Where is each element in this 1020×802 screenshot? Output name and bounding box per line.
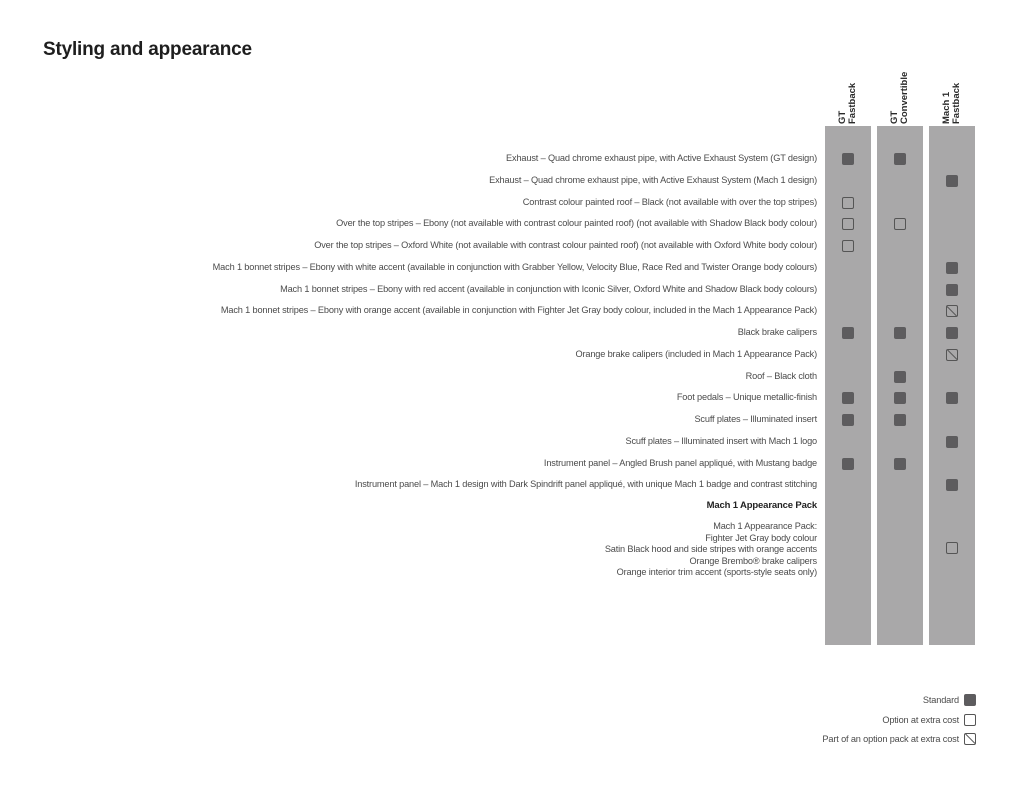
standard-marker (946, 284, 958, 296)
feature-row-label: Roof – Black cloth (745, 370, 817, 381)
feature-row-label: Mach 1 bonnet stripes – Ebony with red accent (available in conjunction with Iconic Silver, Oxford White and Shadow Black body colours) (280, 283, 817, 294)
legend-item (822, 733, 976, 745)
feature-row-label: Mach 1 bonnet stripes – Ebony with white accent (available in conjunction with Grabber Yellow, Velocity Blue, Race Red and Twister Orange body colours) (212, 261, 817, 272)
pack-marker (946, 349, 958, 361)
standard-marker (946, 479, 958, 491)
standard-marker (842, 458, 854, 470)
feature-row-label: Scuff plates – Illuminated insert (694, 414, 817, 424)
standard-marker (946, 262, 958, 274)
standard-marker (842, 414, 854, 426)
feature-row-label: Exhaust – Quad chrome exhaust pipe, with Active Exhaust System (Mach 1 design) (489, 174, 817, 185)
feature-row-label: Instrument panel – Angled Brush panel appliqué, with Mustang badge (543, 457, 817, 468)
pack-description-line: Fighter Jet Gray body colour (705, 532, 817, 543)
legend-label: Part of an option pack at extra cost (822, 734, 959, 744)
legend-label: Option at extra cost (882, 715, 959, 725)
standard-marker (894, 392, 906, 404)
standard-marker (946, 175, 958, 187)
column-header (877, 62, 923, 124)
pack-legend-icon (964, 733, 976, 745)
option-marker (894, 218, 906, 230)
column-header-label: Mach 1 Fastback (941, 82, 962, 124)
standard-marker (946, 392, 958, 404)
standard-marker (894, 414, 906, 426)
pack-heading: Mach 1 Appearance Pack (706, 500, 817, 511)
legend-item (882, 714, 976, 726)
pack-description-line: Satin Black hood and side stripes with orange accents (604, 544, 817, 554)
standard-marker (842, 153, 854, 165)
option-marker (842, 197, 854, 209)
option-legend-icon (964, 714, 976, 726)
pack-description-line: Orange interior trim accent (sports-style seats only) (616, 567, 817, 577)
standard-marker (894, 153, 906, 165)
feature-row-label: Mach 1 bonnet stripes – Ebony with orange accent (available in conjunction with Fighter Jet Gray body colour, included in the Mach 1 Appearance Pack) (220, 305, 817, 316)
feature-row-label: Over the top stripes – Ebony (not available with contrast colour painted roof) (not available with Shadow Black body colour) (336, 218, 817, 229)
standard-marker (894, 458, 906, 470)
standard-legend-icon (964, 694, 976, 706)
feature-row-label: Exhaust – Quad chrome exhaust pipe, with Active Exhaust System (GT design) (506, 153, 817, 163)
column-header (929, 62, 975, 124)
option-marker (842, 240, 854, 252)
standard-marker (842, 327, 854, 339)
standard-marker (894, 327, 906, 339)
standard-marker (842, 392, 854, 404)
feature-row-label: Scuff plates – Illuminated insert with Mach 1 logo (625, 435, 817, 446)
column-header-label: GT Fastback (837, 82, 858, 124)
feature-row-label: Black brake calipers (737, 327, 817, 337)
column-header (825, 62, 871, 124)
legend-label: Standard (922, 695, 959, 705)
column-band (929, 126, 975, 645)
pack-description-line: Mach 1 Appearance Pack: (713, 521, 817, 531)
option-marker (946, 542, 958, 554)
column-header-label: GT Convertible (889, 71, 910, 124)
option-marker (842, 218, 854, 230)
feature-row-label: Foot pedals – Unique metallic-finish (676, 392, 817, 403)
standard-marker (894, 371, 906, 383)
column-band (877, 126, 923, 645)
pack-marker (946, 305, 958, 317)
standard-marker (946, 327, 958, 339)
pack-description (605, 521, 817, 579)
feature-row-label: Orange brake calipers (included in Mach 1 Appearance Pack) (575, 348, 817, 359)
feature-row-label: Contrast colour painted roof – Black (not available with over the top stripes) (522, 196, 817, 207)
feature-row-label: Instrument panel – Mach 1 design with Dark Spindrift panel appliqué, with unique Mach 1 badge and contrast stitching (354, 479, 817, 490)
pack-description-line: Orange Brembo® brake calipers (689, 555, 817, 566)
legend-item (923, 694, 976, 706)
feature-row-label: Over the top stripes – Oxford White (not available with contrast colour painted roof) (not available with Oxford White body colour) (314, 240, 817, 250)
standard-marker (946, 436, 958, 448)
page-title: Styling and appearance (43, 39, 252, 60)
